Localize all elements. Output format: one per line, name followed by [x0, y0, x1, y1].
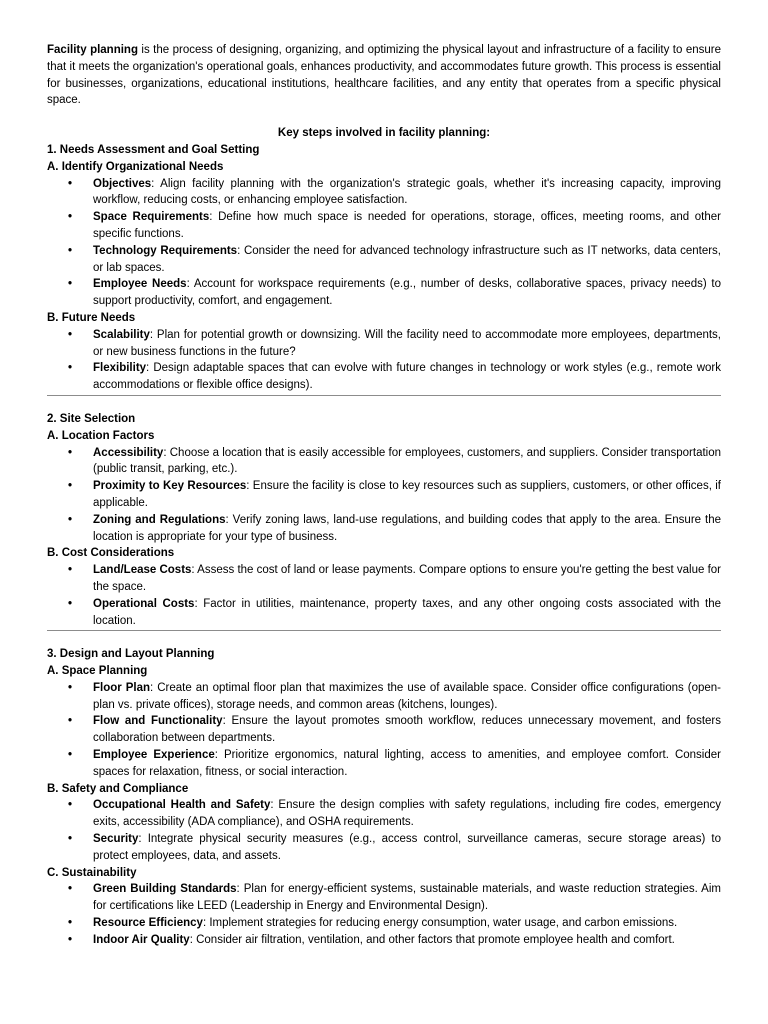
item-term: Proximity to Key Resources	[93, 480, 247, 493]
list-item	[47, 562, 721, 596]
key-steps-title: Key steps involved in facility planning:	[277, 127, 491, 140]
item-term: Resource Efficiency	[93, 917, 203, 930]
item-text: : Prioritize ergonomics, natural lighting, access to amenities, and employee comfort. Consider spaces for relaxation, fitness, or social interaction.	[93, 749, 721, 778]
intro-term: Facility planning	[47, 44, 138, 56]
item-text: : Align facility planning with the organization's strategic goals, whether it's increasing capacity, improving workflow, reducing costs, or enhancing employee satisfaction.	[93, 177, 721, 207]
item-term: Employee Needs	[93, 278, 187, 291]
section-divider	[47, 630, 721, 631]
list-item	[47, 596, 721, 630]
item-term: Accessibility	[93, 446, 164, 459]
item-text: : Ensure the facility is close to key resources such as suppliers, customers, or other offices, if applicable.	[93, 480, 721, 509]
item-term: Land/Lease Costs	[93, 564, 192, 577]
subsection-heading: A. Identify Organizational Needs	[47, 160, 224, 173]
bullet-icon: •	[68, 480, 73, 493]
item-text: : Choose a location that is easily accessible for employees, customers, and suppliers. Consider transportation (public transit, parking, etc.).	[93, 446, 721, 476]
list-item	[47, 445, 721, 479]
section-3	[47, 646, 721, 948]
bullet-icon: •	[68, 715, 73, 728]
list-item	[47, 831, 721, 865]
item-term: Operational Costs	[93, 597, 195, 610]
bullet-list	[47, 176, 721, 310]
bullet-icon: •	[68, 244, 73, 257]
item-term: Employee Experience	[93, 749, 215, 762]
item-term: Objectives	[93, 177, 152, 190]
item-text: : Account for workspace requirements (e.g., number of desks, collaborative spaces, privacy needs) to support productivity, comfort, and engagement.	[93, 278, 721, 308]
bullet-icon: •	[68, 513, 73, 526]
item-term: Flow and Functionality	[93, 715, 223, 728]
item-term: Occupational Health and Safety	[93, 799, 271, 812]
bullet-icon: •	[68, 799, 73, 812]
item-term: Indoor Air Quality	[93, 933, 190, 946]
list-item	[47, 360, 721, 394]
section-heading: 2. Site Selection	[47, 412, 136, 425]
item-term: Flexibility	[93, 362, 147, 375]
section-divider	[47, 395, 721, 396]
item-text: : Factor in utilities, maintenance, property taxes, and any other ongoing costs associated with the location.	[93, 597, 721, 627]
list-item	[47, 512, 721, 546]
bullet-icon: •	[68, 681, 73, 694]
bullet-icon: •	[68, 328, 73, 341]
list-item	[47, 797, 721, 831]
item-term: Floor Plan	[93, 681, 151, 694]
list-item	[47, 276, 721, 310]
item-text: : Consider air filtration, ventilation, and other factors that promote employee health and comfort.	[189, 933, 675, 946]
item-text: : Implement strategies for reducing energy consumption, water usage, and carbon emissions.	[202, 917, 678, 930]
bullet-icon: •	[68, 278, 73, 291]
intro-paragraph	[47, 42, 721, 109]
item-term: Green Building Standards	[93, 883, 237, 896]
item-text: : Create an optimal floor plan that maximizes the use of available space. Consider office configurations (open-plan vs. private offices), storage needs, and common areas (kitchens, lounges).	[93, 681, 721, 711]
subsection-heading: B. Cost Considerations	[47, 547, 175, 560]
bullet-icon: •	[68, 211, 73, 224]
item-text: : Plan for energy-efficient systems, sustainable materials, and waste reduction strategies. Aim for certifications like LEED (Leadership in Energy and Environmental Design).	[93, 883, 721, 913]
item-term: Space Requirements	[93, 211, 210, 224]
item-term: Security	[93, 833, 139, 846]
item-term: Technology Requirements	[93, 244, 238, 257]
bullet-list	[47, 881, 721, 948]
bullet-icon: •	[68, 883, 73, 896]
item-term: Zoning and Regulations	[93, 513, 226, 526]
list-item	[47, 713, 721, 747]
bullet-icon: •	[68, 917, 73, 930]
list-item	[47, 176, 721, 210]
bullet-icon: •	[68, 933, 73, 946]
item-text: : Design adaptable spaces that can evolve with future changes in technology or work styles (e.g., remote work accommodations or flexible office designs).	[93, 362, 721, 392]
subsection-heading: A. Location Factors	[47, 429, 155, 442]
item-text: : Ensure the design complies with safety regulations, including fire codes, emergency exits, accessibility (ADA compliance), and OSHA requirements.	[93, 799, 721, 829]
list-item	[47, 915, 721, 932]
intro-text: is the process of designing, organizing, and optimizing the physical layout and infrastructure of a facility to ensure that it meets the organization's operational goals, enhances productivity, and accommodates future growth. This process is essential for businesses, organizations, educational institutions, healthcare facilities, and any entity that operates from a specific physical space.	[47, 44, 721, 107]
list-item	[47, 478, 721, 512]
bullet-list	[47, 797, 721, 864]
bullet-list	[47, 680, 721, 781]
bullet-list	[47, 327, 721, 394]
section-2	[47, 411, 721, 629]
subsection-heading: A. Space Planning	[47, 665, 148, 678]
subsection-heading: B. Future Needs	[47, 311, 136, 324]
item-text: : Define how much space is needed for operations, storage, offices, meeting rooms, and other specific functions.	[93, 211, 722, 240]
list-item	[47, 243, 721, 277]
list-item	[47, 680, 721, 714]
bullet-icon: •	[68, 446, 73, 459]
section-heading: 3. Design and Layout Planning	[47, 648, 215, 661]
bullet-icon: •	[68, 177, 73, 190]
subsection-heading: C. Sustainability	[47, 866, 137, 879]
section-heading: 1. Needs Assessment and Goal Setting	[47, 143, 260, 156]
section-1	[47, 142, 721, 394]
list-item	[47, 932, 721, 949]
bullet-icon: •	[68, 749, 73, 762]
bullet-icon: •	[68, 362, 73, 375]
list-item	[47, 881, 721, 915]
item-text: : Plan for potential growth or downsizing. Will the facility need to accommodate more employees, departments, or new business functions in the future?	[93, 328, 721, 358]
list-item	[47, 209, 721, 243]
bullet-icon: •	[68, 597, 73, 610]
bullet-list	[47, 445, 721, 546]
list-item	[47, 747, 721, 781]
item-text: : Verify zoning laws, land-use regulations, and building codes that apply to the area. Ensure the location is appropriate for your type of business.	[93, 513, 721, 543]
item-text: : Integrate physical security measures (e.g., access control, surveillance cameras, secure storage areas) to protect employees, data, and assets.	[93, 833, 721, 862]
item-text: : Ensure the layout promotes smooth workflow, reduces unnecessary movement, and fosters collaboration between departments.	[93, 715, 721, 745]
bullet-icon: •	[68, 564, 73, 577]
list-item	[47, 327, 721, 361]
item-text: : Assess the cost of land or lease payments. Compare options to ensure you're getting the best value for the space.	[93, 564, 722, 593]
item-term: Scalability	[93, 328, 150, 341]
item-text: : Consider the need for advanced technology infrastructure such as IT networks, data centers, or lab spaces.	[93, 244, 721, 274]
bullet-list	[47, 562, 721, 629]
bullet-icon: •	[68, 833, 73, 846]
subsection-heading: B. Safety and Compliance	[47, 782, 189, 795]
